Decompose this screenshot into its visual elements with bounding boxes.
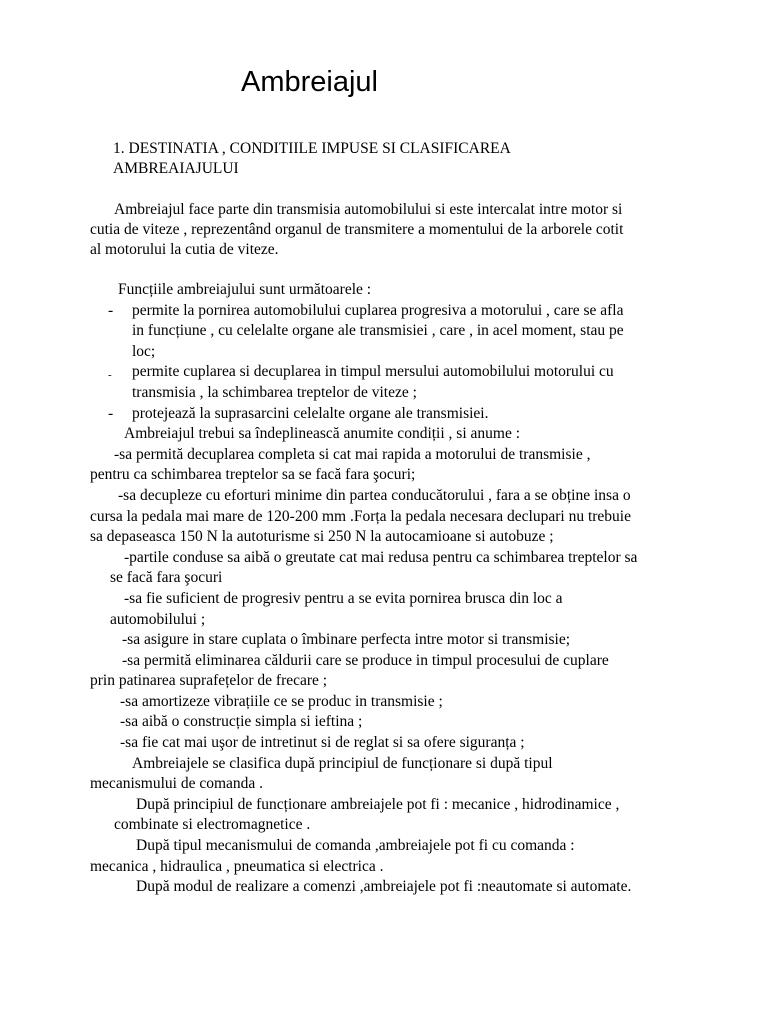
condition-line: -partile conduse sa aibă o greutate cat mai redusa pentru ca schimbarea treptelor sa <box>124 548 638 566</box>
condition-line: -sa asigure in stare cuplata o îmbinare perfecta intre motor si transmisie; <box>122 631 571 649</box>
intro-line: Ambreiajul face parte din transmisia automobilului si este intercalat intre motor si <box>114 201 623 218</box>
intro-paragraph <box>90 200 710 260</box>
intro-line: al motorului la cutia de viteze. <box>90 241 279 258</box>
classification-line: După principiul de funcționare ambreiajele pot fi : mecanice , hidrodinamice , <box>136 795 620 813</box>
list-item-continuation: loc; <box>132 342 156 360</box>
classification-line: După modul de realizare a comenzi ,ambreiajele pot fi :neautomate si automate. <box>136 878 632 896</box>
condition-line: se facă fara şocuri <box>110 569 223 587</box>
condition-line: -sa permită eliminarea căldurii care se produce in timpul procesului de cuplare <box>122 651 609 669</box>
list-item: - permite cuplarea si decuplarea in timpul mersului automobilului motorului cu <box>90 362 720 383</box>
document-title: Ambreiajul <box>241 66 378 98</box>
list-item-continuation: in funcțiune , cu celelalte organe ale transmisiei , care , in acel moment, stau pe <box>132 322 624 340</box>
conditions-intro: Ambreiajul trebui sa îndeplinească anumite condiții , si anume : <box>124 425 520 443</box>
classification-line: mecanica , hidraulica , pneumatica si electrica . <box>90 857 384 875</box>
condition-line: -sa decupleze cu eforturi minime din partea conducătorului , fara a se obține insa o <box>118 486 631 504</box>
condition-line: -sa amortizeze vibrațiile ce se produc in transmisie ; <box>120 692 443 710</box>
heading-line: 1. DESTINATIA , CONDITIILE IMPUSE SI CLASIFICAREA <box>113 140 511 157</box>
functions-intro: Funcțiile ambreiajului sunt următoarele : <box>118 281 372 298</box>
document-body <box>90 280 720 898</box>
condition-line: sa depaseasca 150 N la autoturisme si 250 N la autocamioane si autobuze ; <box>90 528 554 546</box>
classification-line: combinate si electromagnetice . <box>114 816 311 834</box>
section-heading <box>113 139 633 179</box>
bullet-marker: - <box>108 301 114 319</box>
classification-line: Ambreiajele se clasifica după principiul de funcționare si după tipul <box>132 754 553 772</box>
list-item-continuation: transmisia , la schimbarea treptelor de viteze ; <box>132 383 417 401</box>
classification-line: mecanismului de comanda . <box>90 775 264 793</box>
condition-line: cursa la pedala mai mare de 120-200 mm .Forța la pedala necesara declupari nu trebuie <box>90 507 631 525</box>
condition-line: -sa fie cat mai uşor de intretinut si de reglat si sa ofere siguranța ; <box>120 734 525 752</box>
heading-line: AMBREAIAJULUI <box>113 160 239 177</box>
bullet-marker: - <box>108 369 112 382</box>
condition-line: pentru ca schimbarea treptelor sa se facă fara şocuri; <box>90 466 416 484</box>
condition-line: -sa permită decuplarea completa si cat mai rapida a motorului de transmisie , <box>114 445 591 463</box>
bullet-marker: - <box>108 404 114 422</box>
list-item: - permite la pornirea automobilului cuplarea progresiva a motorului , care se afla <box>90 301 720 322</box>
condition-line: automobilului ; <box>110 610 206 628</box>
condition-line: -sa fie suficient de progresiv pentru a se evita pornirea brusca din loc a <box>124 589 563 607</box>
condition-line: -sa aibă o construcție simpla si ieftina ; <box>120 713 363 731</box>
classification-line: După tipul mecanismului de comanda ,ambreiajele pot fi cu comanda : <box>136 837 575 855</box>
list-item: - protejează la suprasarcini celelalte organe ale transmisiei. <box>90 404 720 425</box>
intro-line: cutia de viteze , reprezentând organul de transmitere a momentului de la arborele cotit <box>90 221 624 238</box>
condition-line: prin patinarea suprafețelor de frecare ; <box>90 672 328 690</box>
